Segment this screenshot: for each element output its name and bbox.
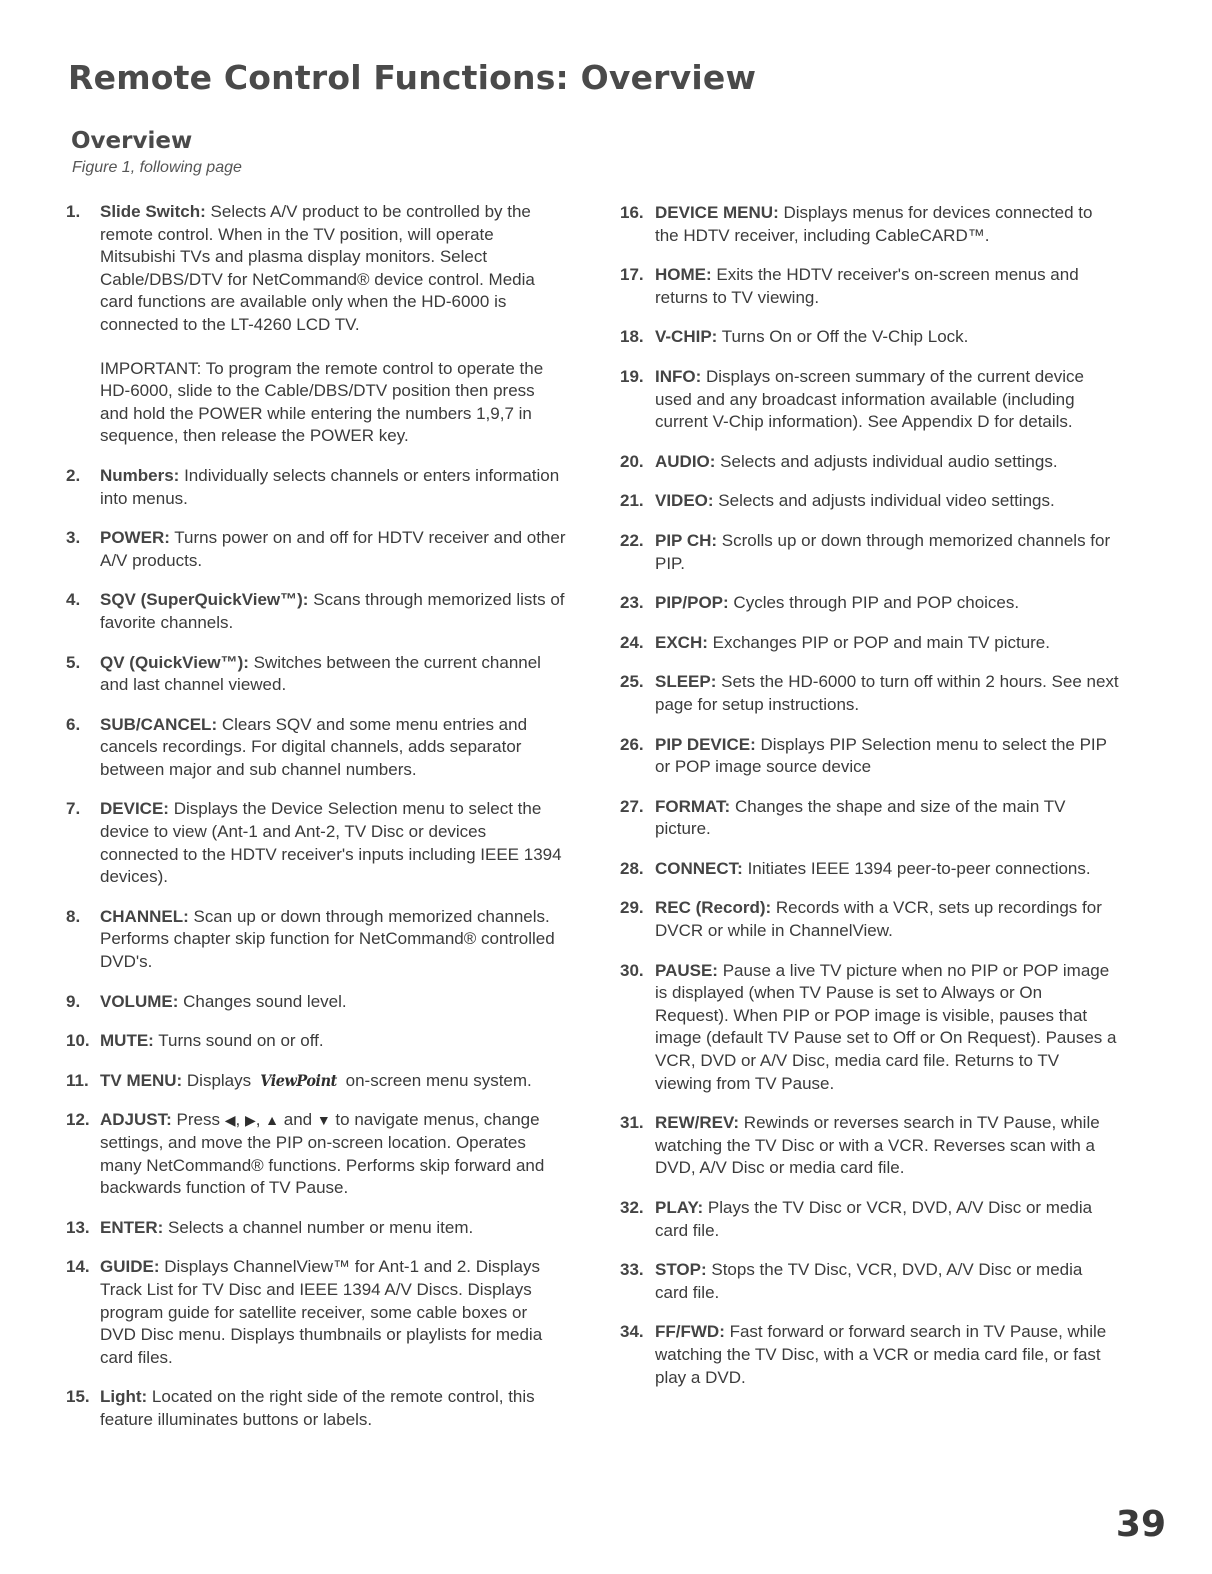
item-text: Stops the TV Disc, VCR, DVD, A/V Disc or media card file. xyxy=(655,1260,1083,1302)
item-term: REC (Record): xyxy=(655,898,772,918)
item-text: Turns On or Off the V-Chip Lock. xyxy=(717,327,969,347)
arrow-right-icon: ▶ xyxy=(244,1112,256,1129)
item-term: CONNECT: xyxy=(655,858,743,878)
item-text: Displays xyxy=(182,1070,256,1090)
item-text: Displays menus for devices connected to the HDTV receiver, including CableCARD™. xyxy=(655,203,1093,245)
list-item xyxy=(66,1256,566,1369)
item-number: 13. xyxy=(66,1217,90,1237)
item-text: Located on the right side of the remote control, this feature illuminates buttons or labels. xyxy=(100,1387,535,1429)
item-term: FORMAT: xyxy=(655,796,731,816)
item-term: QV (QuickView™): xyxy=(100,652,249,672)
list-item xyxy=(66,1030,566,1053)
list-item xyxy=(620,1321,1120,1389)
item-number: 18. xyxy=(620,327,644,347)
item-number: 32. xyxy=(620,1198,644,1217)
list-item xyxy=(66,589,566,634)
item-term: MUTE: xyxy=(100,1031,154,1051)
list-item xyxy=(66,1217,566,1240)
list-item xyxy=(620,326,1120,349)
page-title: Remote Control Functions: Overview xyxy=(68,58,757,97)
item-number: 30. xyxy=(620,960,644,980)
separator-text: , xyxy=(255,1110,266,1130)
item-number: 28. xyxy=(620,858,644,878)
viewpoint-logo: ViewPoint xyxy=(260,1070,337,1090)
item-number: 24. xyxy=(620,632,644,652)
item-term: INFO: xyxy=(655,366,702,386)
list-item xyxy=(66,714,566,782)
arrow-left-icon: ◀ xyxy=(224,1112,236,1129)
list-item xyxy=(620,1259,1120,1304)
item-text: Scan up or down through memorized channels. Performs chapter skip function for NetCommand® controlled DVD's. xyxy=(100,906,555,972)
item-text: Initiates IEEE 1394 peer-to-peer connections. xyxy=(742,858,1091,878)
section-title: Overview xyxy=(71,128,193,154)
item-number: 16. xyxy=(620,203,644,222)
list-item xyxy=(66,1070,566,1093)
right-column xyxy=(620,202,1120,1406)
item-text: Exchanges PIP or POP and main TV picture. xyxy=(707,632,1050,652)
item-text: Plays the TV Disc or VCR, DVD, A/V Disc or media card file. xyxy=(655,1198,1093,1240)
item-text: Individually selects channels or enters information into menus. xyxy=(100,465,560,508)
list-item xyxy=(620,530,1120,575)
item-term: V-CHIP: xyxy=(655,327,718,347)
item-term: REW/REV: xyxy=(655,1113,740,1133)
item-text: to navigate menus, change settings, and move the PIP on-screen location. Operates many NetCommand® functions. Performs skip forward and backwards function of TV Pause. xyxy=(100,1110,545,1198)
item-number: 8. xyxy=(66,906,81,926)
item-number: 31. xyxy=(620,1113,644,1133)
item-term: VIDEO: xyxy=(655,491,714,511)
item-term: DEVICE: xyxy=(100,799,169,819)
item-text: Selects A/V product to be controlled by the remote control. When in the TV position, will operate Mitsubishi TVs and plasma display monitors. Select Cable/DBS/DTV for NetCommand® device control. Media card functions are available only when the HD-6000 is connected to the LT-4260 LCD TV. xyxy=(100,202,535,334)
list-item xyxy=(620,897,1120,942)
item-term: SUB/CANCEL: xyxy=(100,714,218,734)
list-item xyxy=(66,906,566,974)
list-item xyxy=(66,527,566,572)
list-item xyxy=(620,490,1120,513)
item-term: AUDIO: xyxy=(655,451,716,471)
item-number: 11. xyxy=(66,1070,89,1090)
item-term: STOP: xyxy=(655,1260,707,1280)
item-number: 3. xyxy=(66,528,81,548)
item-term: Light: xyxy=(100,1387,148,1407)
list-item xyxy=(620,796,1120,841)
item-term: EXCH: xyxy=(655,632,708,652)
list-item xyxy=(620,858,1120,881)
item-text: Selects and adjusts individual audio settings. xyxy=(715,451,1058,471)
item-text: Displays on-screen summary of the current device used and any broadcast information available (including current V-Chip information). See Appendix D for details. xyxy=(655,366,1084,432)
separator-text: and xyxy=(279,1110,317,1130)
arrow-up-icon: ▲ xyxy=(265,1112,280,1129)
item-text: Turns sound on or off. xyxy=(153,1031,324,1051)
item-term: PIP CH: xyxy=(655,530,718,550)
item-text: Scrolls up or down through memorized channels for PIP. xyxy=(655,530,1111,573)
item-text: Selects and adjusts individual video settings. xyxy=(713,491,1055,511)
item-term: PAUSE: xyxy=(655,960,718,980)
item-term: FF/FWD: xyxy=(655,1322,725,1342)
item-text: Scans through memorized lists of favorite channels. xyxy=(100,590,565,632)
list-item xyxy=(620,264,1120,309)
item-term: PIP/POP: xyxy=(655,593,729,613)
list-item xyxy=(66,201,566,337)
list-item xyxy=(620,1197,1120,1242)
item-number: 15. xyxy=(66,1387,90,1407)
item-text: Rewinds or reverses search in TV Pause, while watching the TV Disc or with a VCR. Reverses scan with a DVD, A/V Disc or media card file. xyxy=(655,1113,1100,1178)
item-number: 25. xyxy=(620,672,644,692)
item-number: 14. xyxy=(66,1257,90,1277)
item-text: Cycles through PIP and POP choices. xyxy=(728,593,1020,613)
item-text: Records with a VCR, sets up recordings for DVCR or while in ChannelView. xyxy=(655,898,1102,941)
item-term: SLEEP: xyxy=(655,672,717,692)
list-item xyxy=(66,652,566,697)
item-text: Switches between the current channel and last channel viewed. xyxy=(100,652,541,695)
list-item xyxy=(620,451,1120,474)
item-number: 19. xyxy=(620,366,644,386)
list-item xyxy=(66,1386,566,1431)
item-text: Exits the HDTV receiver's on-screen menus and returns to TV viewing. xyxy=(655,265,1079,307)
item-text: Displays ChannelView™ for Ant-1 and 2. Displays Track List for TV Disc and IEEE 1394 A/V Discs. Displays program guide for satellite receiver, some cable boxes or DVD Disc menu. Displays thumbnails or playlists for media card files. xyxy=(100,1257,543,1367)
left-column xyxy=(66,201,566,1449)
item-term: SQV (SuperQuickView™): xyxy=(100,590,309,610)
item-number: 12. xyxy=(66,1110,90,1130)
item-number: 34. xyxy=(620,1322,644,1342)
item-text: Selects a channel number or menu item. xyxy=(163,1217,474,1237)
item-term: PIP DEVICE: xyxy=(655,734,756,754)
item-term: GUIDE: xyxy=(100,1257,160,1277)
list-item xyxy=(620,592,1120,615)
item-text: Clears SQV and some menu entries and cancels recordings. For digital channels, adds separator between major and sub channel numbers. xyxy=(100,714,528,779)
list-item xyxy=(620,960,1120,1096)
item-number: 21. xyxy=(620,491,644,511)
list-item xyxy=(620,671,1120,716)
item-number: 23. xyxy=(620,593,644,613)
figure-reference: Figure 1, following page xyxy=(72,159,242,176)
important-note: IMPORTANT: To program the remote control to operate the HD-6000, slide to the Cable/DBS/DTV position then press and hold the POWER while entering the numbers 1,9,7 in sequence, then release the POWER key. xyxy=(100,358,544,446)
item-term: ADJUST: xyxy=(100,1110,172,1130)
item-number: 17. xyxy=(620,265,644,285)
item-text: Fast forward or forward search in TV Pause, while watching the TV Disc, with a VCR or media card file, or fast play a DVD. xyxy=(655,1322,1107,1387)
list-item xyxy=(620,202,1120,247)
item-number: 33. xyxy=(620,1260,644,1280)
item-term: PLAY: xyxy=(655,1198,704,1217)
item-text: Press xyxy=(171,1110,225,1130)
item-text: on-screen menu system. xyxy=(340,1070,532,1090)
item-term: Numbers: xyxy=(100,465,180,485)
arrow-down-icon: ▼ xyxy=(316,1112,331,1129)
item-term: CHANNEL: xyxy=(100,906,189,926)
list-item xyxy=(66,465,566,510)
list-item xyxy=(66,1109,566,1199)
item-number: 27. xyxy=(620,796,644,816)
list-item xyxy=(620,632,1120,655)
list-item xyxy=(620,1112,1120,1180)
item-number: 26. xyxy=(620,734,644,754)
item-text: Displays PIP Selection menu to select the PIP or POP image source device xyxy=(655,734,1107,777)
item-term: HOME: xyxy=(655,265,712,285)
item-number: 22. xyxy=(620,530,644,550)
item-text: Turns power on and off for HDTV receiver and other A/V products. xyxy=(100,528,566,570)
item-number: 29. xyxy=(620,898,644,918)
item-text: Displays the Device Selection menu to select the device to view (Ant-1 and Ant-2, TV Disc or devices connected to the HDTV receiver's inputs including IEEE 1394 devices). xyxy=(100,799,562,887)
item-term: VOLUME: xyxy=(100,991,179,1011)
item-text: Changes sound level. xyxy=(178,991,347,1011)
item-number: 4. xyxy=(66,590,81,610)
list-item xyxy=(66,991,566,1014)
separator-text: , xyxy=(235,1110,245,1130)
item-number: 10. xyxy=(66,1031,90,1051)
item-text: Pause a live TV picture when no PIP or POP image is displayed (when TV Pause is set to Always or On Request). When PIP or POP image is visible, pauses that image (default TV Pause set to Off or On Request). Pauses a VCR, DVD or A/V Disc, media card file. Returns to TV viewing from TV Pause. xyxy=(655,960,1117,1093)
item-text: Sets the HD-6000 to turn off within 2 hours. See next page for setup instructions. xyxy=(655,672,1119,714)
item-number: 9. xyxy=(66,991,81,1011)
list-item xyxy=(620,366,1120,434)
item-number: 1. xyxy=(66,202,81,221)
item-number: 7. xyxy=(66,799,81,819)
item-number: 2. xyxy=(66,465,81,485)
item-term: TV MENU: xyxy=(100,1070,183,1090)
item-term: ENTER: xyxy=(100,1217,164,1237)
item-number: 20. xyxy=(620,451,644,471)
item-term: Slide Switch: xyxy=(100,202,206,221)
list-item xyxy=(66,798,566,888)
item-number: 6. xyxy=(66,714,81,734)
page-number: 39 xyxy=(1115,1504,1166,1545)
list-item xyxy=(620,734,1120,779)
item-number: 5. xyxy=(66,652,81,672)
item-text: Changes the shape and size of the main TV picture. xyxy=(655,796,1066,839)
item-term: DEVICE MENU: xyxy=(655,203,779,222)
item-term: POWER: xyxy=(100,528,170,548)
